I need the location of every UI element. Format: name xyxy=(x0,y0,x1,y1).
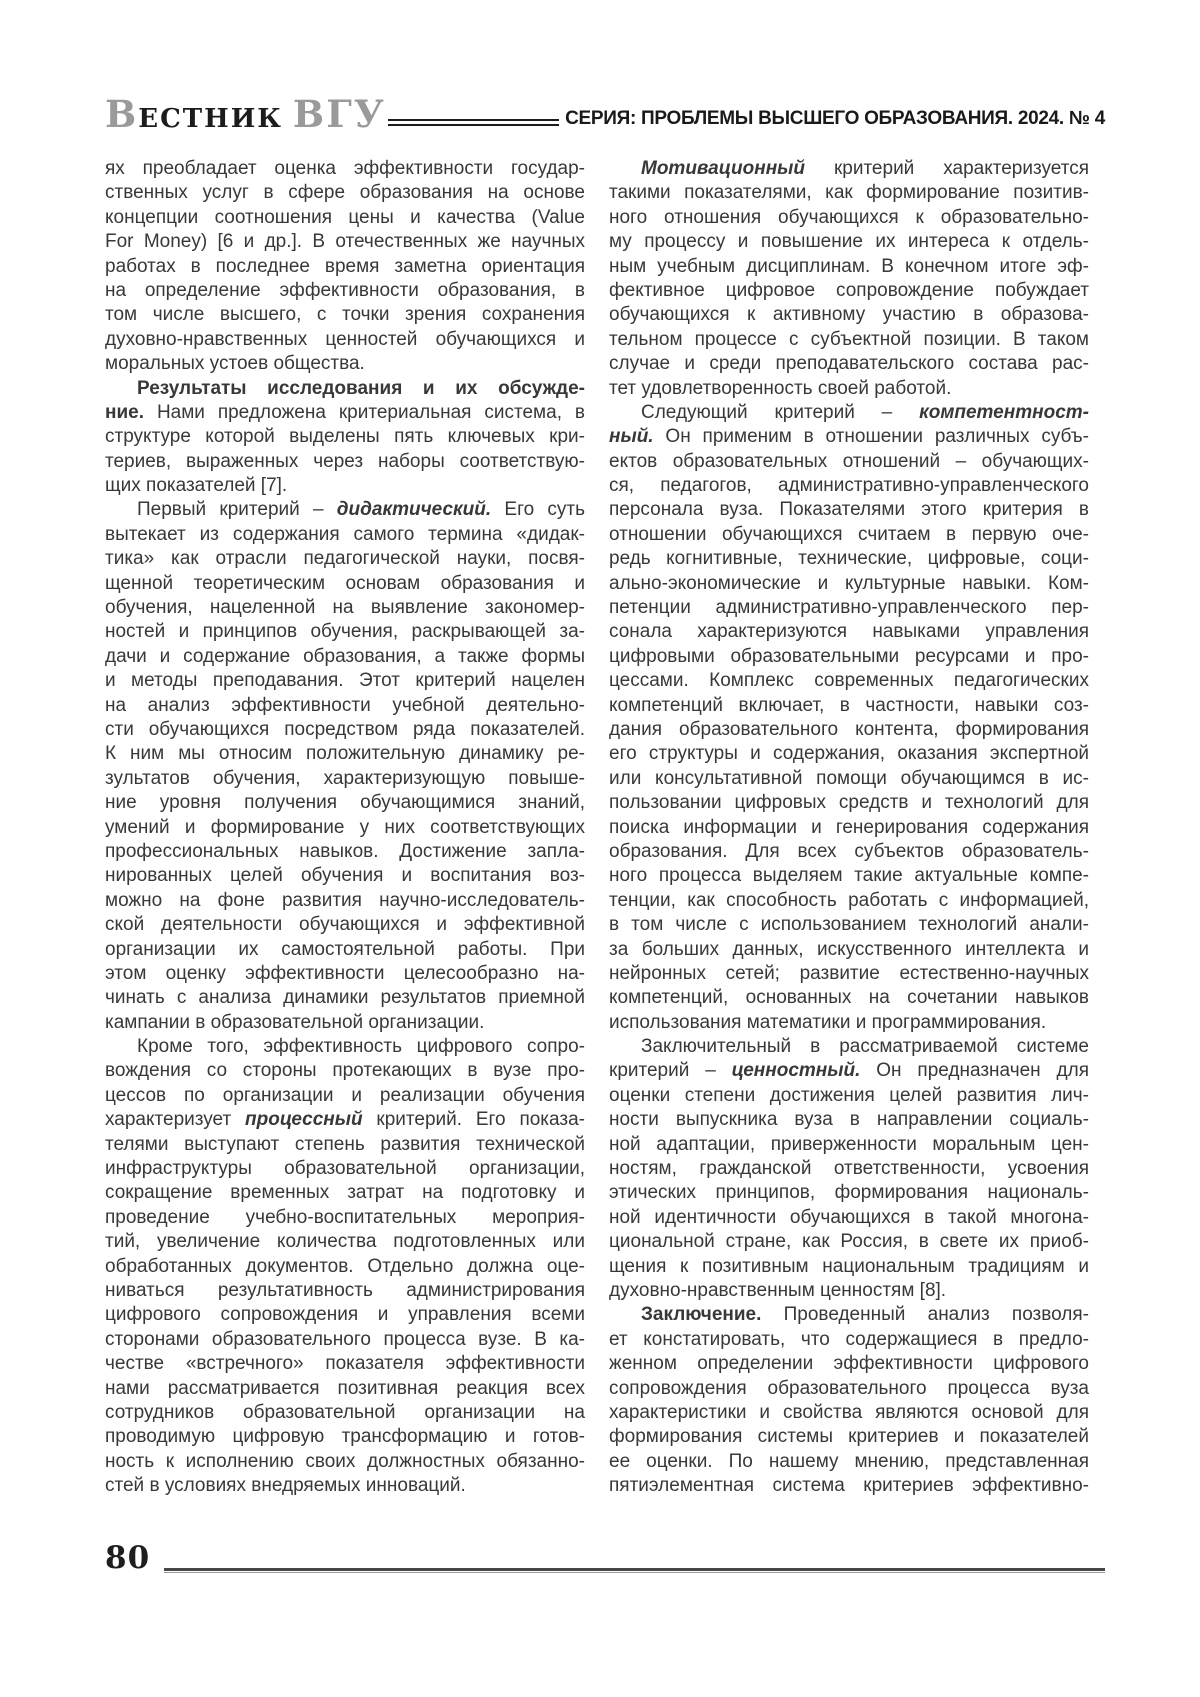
text-line: сторонами образовательного процесса вузе. В ка- xyxy=(105,1328,585,1350)
text-line: и методы преподавания. Этот критерий нацелен xyxy=(105,670,585,692)
text-line: оценки степени достижения целей развития лич- xyxy=(609,1084,1089,1106)
text-line: Заключительный в рассматриваемой системе xyxy=(641,1036,1089,1058)
text-line: дачи и содержание образования, а также формы xyxy=(105,645,585,667)
text-line: сонала характеризуются навыками управления xyxy=(609,621,1089,643)
text-line: редь когнитивные, технические, цифровые, соци- xyxy=(609,548,1089,570)
text-line: обучающихся к активному участию в образова- xyxy=(609,304,1089,326)
text-line: ный. Он применим в отношении различных субъ- xyxy=(609,426,1089,448)
paragraph xyxy=(609,1303,1089,1498)
text-line: использования математики и программирования. xyxy=(609,1011,1047,1033)
text-line: духовно-нравственных ценностей обучающихся и xyxy=(105,328,585,350)
text-line: К ним мы относим положительную динамику ре- xyxy=(105,743,585,765)
text-line: поиска информации и генерирования содержания xyxy=(609,816,1089,838)
text-line: цифровыми образовательными ресурсами и про- xyxy=(609,645,1089,667)
text-line: его структуры и содержания, оказания экспертной xyxy=(609,743,1089,765)
text-line: ально-экономические и культурные навыки. Ком- xyxy=(609,572,1089,594)
text-line: Заключение. Проведенный анализ позволя- xyxy=(641,1304,1089,1326)
text-line: этических принципов, формирования националь- xyxy=(609,1182,1089,1204)
paragraph xyxy=(105,157,585,377)
text-line: ет констатировать, что содержащиеся в предло- xyxy=(609,1328,1089,1350)
text-line: щенной теоретическим основам образования и xyxy=(105,572,585,594)
text-line: ее оценки. По нашему мнению, представленная xyxy=(609,1450,1089,1472)
text-line: ным учебным дисциплинам. В конечном итоге эф- xyxy=(609,255,1089,277)
paragraph xyxy=(609,401,1089,1035)
text-line: вытекает из содержания самого термина «дидак- xyxy=(105,523,585,545)
paragraph xyxy=(105,377,585,499)
text-line: дания образовательного контента, формирования xyxy=(609,718,1089,740)
text-line: тельном процессе с субъектной позиции. В таком xyxy=(609,328,1089,350)
text-line: щих показателей [7]. xyxy=(105,475,288,497)
text-line: формирования системы критериев и показателей xyxy=(609,1426,1089,1448)
text-line: характеристики и свойства являются основой для xyxy=(609,1401,1089,1423)
text-line: фективное цифровое сопровождение побуждает xyxy=(609,279,1089,301)
text-line: ственных услуг в сфере образования на основе xyxy=(105,182,585,204)
logo-initial: В xyxy=(105,92,139,136)
text-line: за больших данных, искусственного интеллекта и xyxy=(609,938,1089,960)
paragraph xyxy=(105,1035,585,1498)
text-line: пятиэлементная система критериев эффективно- xyxy=(609,1475,1089,1497)
text-line: For Money) [6 и др.]. В отечественных же научных xyxy=(105,231,585,253)
text-line: работах в последнее время заметна ориентация xyxy=(105,255,585,277)
text-line: отношении обучающихся считаем в первую оче- xyxy=(609,523,1089,545)
text-line: концепции соотношения цены и качества (Value xyxy=(105,206,585,228)
text-line: можно на фоне развития научно-исследователь- xyxy=(105,889,585,911)
text-line: на анализ эффективности учебной деятельно- xyxy=(105,694,585,716)
text-line: сти обучающихся посредством ряда показателей. xyxy=(105,718,585,740)
text-line: Следующий критерий – компетентност- xyxy=(641,401,1089,423)
text-line: стей в условиях внедряемых инноваций. xyxy=(105,1475,466,1497)
text-line: ся, педагогов, административно-управленческого xyxy=(609,475,1089,497)
text-line: зультатов обучения, характеризующую повыше- xyxy=(105,767,585,789)
text-line: такими показателями, как формирование позитив- xyxy=(609,182,1089,204)
page-number: 80 xyxy=(105,1540,151,1576)
text-line: ной адаптации, приверженности моральным цен- xyxy=(609,1133,1089,1155)
text-line: моральных устоев общества. xyxy=(105,353,365,375)
text-line: ние. Нами предложена критериальная система, в xyxy=(105,401,585,423)
text-line: нами рассматривается позитивная реакция всех xyxy=(105,1377,585,1399)
text-line: ностям, гражданской ответственности, усвоения xyxy=(609,1158,1089,1180)
text-line: сотрудников образовательной организации на xyxy=(105,1401,585,1423)
text-line: кампании в образовательной организации. xyxy=(105,1011,485,1033)
text-line: ного отношения обучающихся к образовательно- xyxy=(609,206,1089,228)
text-line: этом оценку эффективности целесообразно на- xyxy=(105,962,585,984)
text-line: вождения со стороны протекающих в вузе про- xyxy=(105,1060,585,1082)
text-line: петенции административно-управленческого пер- xyxy=(609,597,1089,619)
text-line: ние уровня получения обучающимися знаний, xyxy=(105,792,585,814)
text-line: профессиональных навыков. Достижение запла- xyxy=(105,840,585,862)
text-line: пользовании цифровых средств и технологий для xyxy=(609,792,1089,814)
logo-rest: ЕСТНИК xyxy=(138,104,283,134)
left-column xyxy=(105,157,585,1498)
text-line: телями выступают степень развития технической xyxy=(105,1133,585,1155)
text-line: проводимую цифровую трансформацию и готов- xyxy=(105,1426,585,1448)
text-line: обработанных документов. Отдельно должна оце- xyxy=(105,1255,585,1277)
text-line: Результаты исследования и их обсужде- xyxy=(137,377,585,399)
text-line: тет удовлетворенность своей работой. xyxy=(609,377,952,399)
text-line: характеризует процессный критерий. Его показа- xyxy=(105,1109,585,1131)
text-line: том числе высшего, с точки зрения сохранения xyxy=(105,304,585,326)
text-line: нейронных сетей; развитие естественно-научных xyxy=(609,962,1089,984)
text-line: случае и среди преподавательского состава рас- xyxy=(609,353,1089,375)
text-line: ях преобладает оценка эффективности государ- xyxy=(105,158,585,179)
text-line: нированных целей обучения и воспитания воз- xyxy=(105,865,585,887)
logo-acronym: ВГУ xyxy=(292,92,386,136)
paragraph xyxy=(609,1035,1089,1303)
text-line: щения к позитивным национальным традициям и xyxy=(609,1255,1089,1277)
page-header xyxy=(105,92,1105,136)
text-line: цессов по организации и реализации обучения xyxy=(105,1084,585,1106)
text-line: ностей и принципов обучения, раскрывающей за- xyxy=(105,621,585,643)
text-line: на определение эффективности образования, в xyxy=(105,279,585,301)
text-line: или консультативной помощи обучающимся в ис- xyxy=(609,767,1089,789)
text-line: тий, увеличение количества подготовленных или xyxy=(105,1231,585,1253)
text-line: сопровождения образовательного процесса вуза xyxy=(609,1377,1089,1399)
footer-rule xyxy=(164,1568,1105,1573)
journal-logo xyxy=(105,92,386,136)
text-line: умений и формирование у них соответствующих xyxy=(105,816,585,838)
text-line: ность к исполнению своих должностных обязанно- xyxy=(105,1450,585,1472)
text-line: териев, выраженных через наборы соответствую- xyxy=(105,450,585,472)
text-line: чинать с анализа динамики результатов приемной xyxy=(105,987,585,1009)
text-line: Мотивационный критерий характеризуется xyxy=(641,158,1089,179)
text-line: духовно-нравственным ценностям [8]. xyxy=(609,1279,947,1301)
text-line: проведение учебно-воспитательных мероприя- xyxy=(105,1206,585,1228)
article-body xyxy=(105,157,1089,1498)
text-line: цифрового сопровождения и управления всеми xyxy=(105,1304,585,1326)
text-line: ности выпускника вуза в направлении социаль- xyxy=(609,1109,1089,1131)
text-line: ной идентичности обучающихся в такой многона- xyxy=(609,1206,1089,1228)
paragraph xyxy=(609,157,1089,401)
text-line: в том числе с использованием технологий анали- xyxy=(609,914,1089,936)
text-line: циональной стране, как Россия, в свете их приоб- xyxy=(609,1231,1089,1253)
text-line: образования. Для всех субъектов образователь- xyxy=(609,840,1089,862)
text-line: тика» как отрасли педагогической науки, посвя- xyxy=(105,548,585,570)
paragraph xyxy=(105,498,585,1035)
right-column xyxy=(609,157,1089,1498)
text-line: женном определении эффективности цифрового xyxy=(609,1353,1089,1375)
text-line: му процессу и повышение их интереса к отдель- xyxy=(609,231,1089,253)
text-line: тенции, как способность работать с информацией, xyxy=(609,889,1089,911)
text-line: цессами. Комплекс современных педагогических xyxy=(609,670,1089,692)
page-footer xyxy=(105,1540,1105,1576)
text-line: инфраструктуры образовательной организации, xyxy=(105,1158,585,1180)
text-line: организации их самостоятельной работы. При xyxy=(105,938,585,960)
text-line: обучения, нацеленной на выявление закономер- xyxy=(105,597,585,619)
text-line: критерий – ценностный. Он предназначен для xyxy=(609,1060,1089,1082)
text-line: компетенций включает, в частности, навыки соз- xyxy=(609,694,1089,716)
text-line: честве «встречного» показателя эффективности xyxy=(105,1353,585,1375)
text-line: структуре которой выделены пять ключевых кри- xyxy=(105,426,585,448)
text-line: компетенций, основанных на сочетании навыков xyxy=(609,987,1089,1009)
text-line: персонала вуза. Показателями этого критерия в xyxy=(609,499,1089,521)
text-line: Кроме того, эффективность цифрового сопро- xyxy=(137,1036,585,1058)
text-line: ниваться результативность администрирования xyxy=(105,1279,585,1301)
series-title: СЕРИЯ: ПРОБЛЕМЫ ВЫСШЕГО ОБРАЗОВАНИЯ. 2024. № 4 xyxy=(565,108,1105,129)
text-line: сокращение временных затрат на подготовку и xyxy=(105,1182,585,1204)
text-line: ской деятельности обучающихся и эффективной xyxy=(105,914,585,936)
text-line: ектов образовательных отношений – обучающих- xyxy=(609,450,1089,472)
header-double-rule xyxy=(388,119,559,126)
text-line: Первый критерий – дидактический. Его суть xyxy=(137,499,585,521)
text-line: ного процесса выделяем такие актуальные компе- xyxy=(609,865,1089,887)
